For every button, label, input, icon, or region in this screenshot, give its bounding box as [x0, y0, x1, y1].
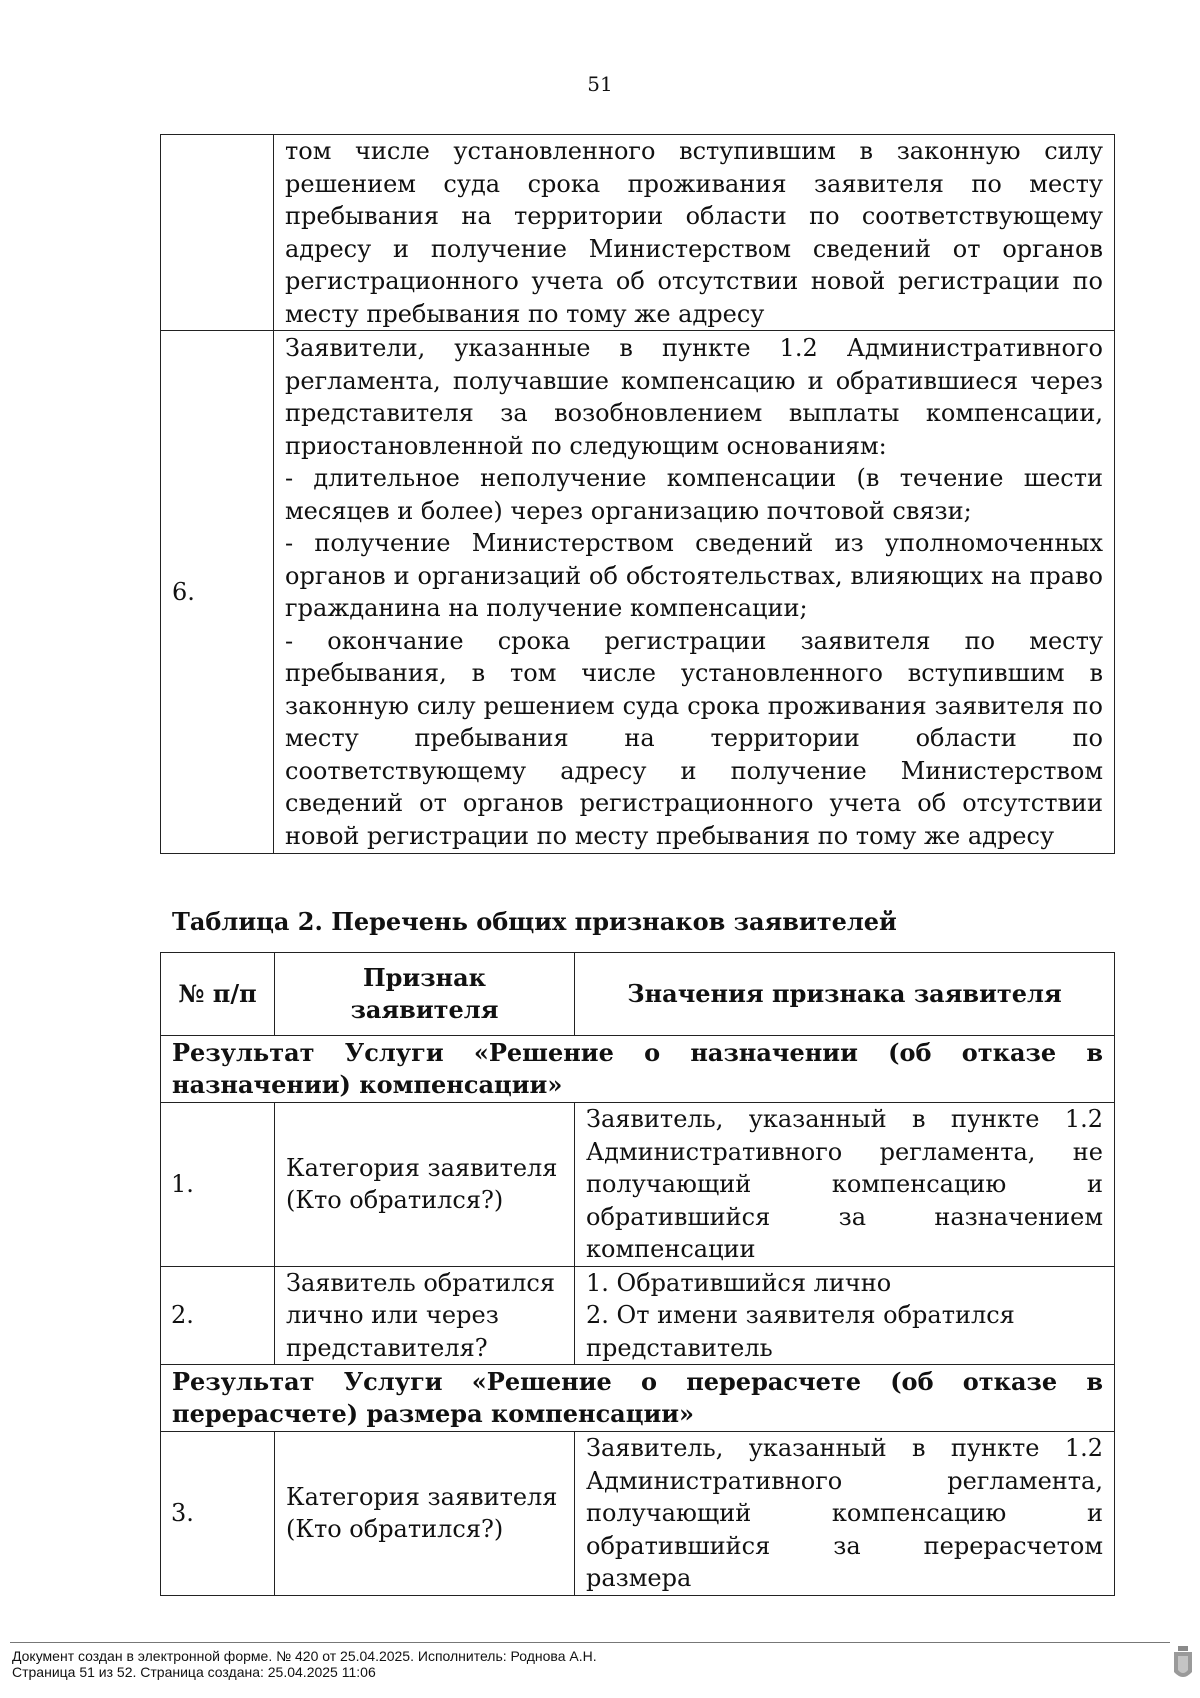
table-row: [161, 1103, 1115, 1267]
value-cell: Заявитель, указанный в пункте 1.2 Административного регламента, не получающий компенсацию и обратившийся за назначением компенсации: [575, 1103, 1115, 1267]
paragraph: том числе установленного вступившим в законную силу решением суда срока проживания заявителя по месту пребывания на территории области по соответствующему адресу и получение Министерством сведений от органов регистрационного учета об отсутствии новой регистрации по месту пребывания по тому же адресу: [285, 137, 1103, 328]
attribute-cell: Заявитель обратился лично или через представителя?: [275, 1266, 575, 1365]
column-header-number: № п/п: [161, 953, 275, 1036]
value-cell: Заявитель, указанный в пункте 1.2 Административного регламента, получающий компенсацию и обратившийся за перерасчетом размера: [575, 1432, 1115, 1596]
table-header-row: [161, 953, 1115, 1036]
footer-line-document: Документ создан в электронной форме. № 420 от 25.04.2025. Исполнитель: Роднова А.Н.: [12, 1648, 597, 1664]
row-number: 6.: [161, 331, 274, 854]
section-heading: Результат Услуги «Решение о назначении (об отказе в назначении) компенсации»: [161, 1036, 1115, 1103]
row-number: [161, 135, 274, 331]
table-row: [161, 135, 1115, 331]
section-row: [161, 1036, 1115, 1103]
paragraph: - получение Министерством сведений из уполномоченных органов и организаций об обстоятельствах, влияющих на право гражданина на получение компенсации;: [285, 529, 1103, 622]
paragraph: - окончание срока регистрации заявителя по месту пребывания, в том числе установленного вступившим в законную силу решением суда срока проживания заявителя по месту пребывания на территории области по соответствующему адресу и получение Министерством сведений от органов регистрационного учета об отсутствии новой регистрации по месту пребывания по тому же адресу: [285, 626, 1103, 850]
footer-divider: [10, 1642, 1170, 1643]
applicants-table-continued: [160, 134, 1115, 854]
paragraph: - длительное неполучение компенсации (в течение шести месяцев и более) через организацию почтовой связи;: [285, 464, 1103, 525]
column-header-attribute: Признак заявителя: [275, 953, 575, 1036]
column-header-value: Значения признака заявителя: [575, 953, 1115, 1036]
value-cell: [575, 1266, 1115, 1365]
document-footer: [12, 1648, 597, 1680]
attribute-cell: Категория заявителя (Кто обратился?): [275, 1103, 575, 1267]
value-line: 2. От имени заявителя обратился представитель: [586, 1301, 1015, 1362]
row-description: [274, 331, 1115, 854]
section-row: [161, 1365, 1115, 1432]
page-number: 51: [587, 72, 613, 96]
row-number: 2.: [161, 1266, 275, 1365]
section-heading: Результат Услуги «Решение о перерасчете (об отказе в перерасчете) размера компенсации»: [161, 1365, 1115, 1432]
applicant-attributes-table: [160, 952, 1115, 1596]
table-row: [161, 1432, 1115, 1596]
row-number: 1.: [161, 1103, 275, 1267]
row-description: [274, 135, 1115, 331]
value-line: 1. Обратившийся лично: [586, 1268, 892, 1297]
attribute-cell: Категория заявителя (Кто обратился?): [275, 1432, 575, 1596]
row-number: 3.: [161, 1432, 275, 1596]
paragraph: Заявители, указанные в пункте 1.2 Административного регламента, получавшие компенсацию и обратившиеся через представителя за возобновлением выплаты компенсации, приостановленной по следующим основаниям:: [285, 334, 1103, 460]
coat-of-arms-icon: [1172, 1646, 1194, 1682]
footer-line-page: Страница 51 из 52. Страница создана: 25.04.2025 11:06: [12, 1664, 376, 1680]
table-caption: Таблица 2. Перечень общих признаков заявителей: [172, 907, 897, 936]
table-row: [161, 331, 1115, 854]
table-row: [161, 1266, 1115, 1365]
